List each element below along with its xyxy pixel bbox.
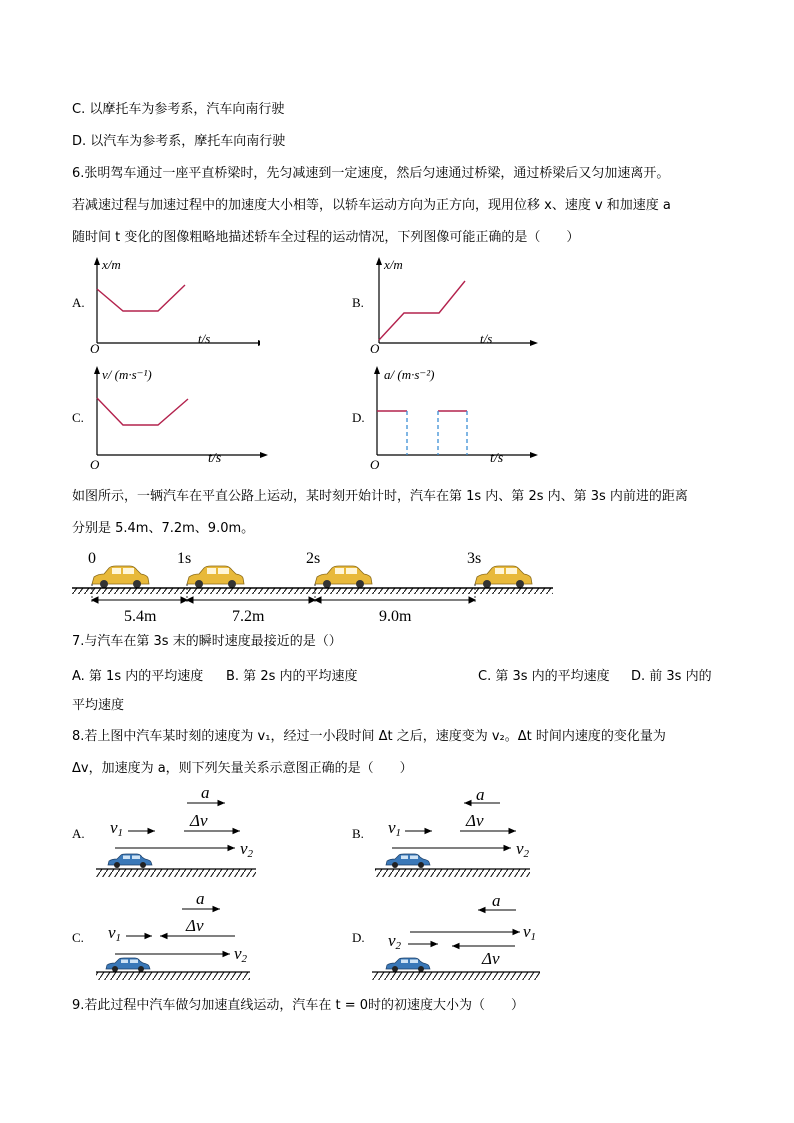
dist-3: 9.0m (379, 608, 412, 625)
q7-option-d: D. 前 3s 内的 (631, 669, 712, 684)
q8d-dv-label: Δv (482, 949, 500, 968)
q8b-dv-label: Δv (466, 811, 484, 830)
q8d-a-label: a (492, 891, 501, 910)
q8c-a-label: a (196, 889, 205, 908)
time-3s: 3s (467, 550, 482, 567)
graph-d-xlabel: t/s (490, 451, 504, 466)
graph-b-label: B. (352, 295, 364, 310)
dist-2: 7.2m (232, 608, 265, 625)
q9-stem: 9.若此过程中汽车做匀加速直线运动，汽车在 t = 0时的初速度大小为（ ） (72, 998, 525, 1013)
q5-option-d: D. 以汽车为参考系，摩托车向南行驶 (72, 134, 286, 149)
q8c-car (106, 958, 150, 972)
graph-c-xlabel: t/s (208, 451, 222, 466)
q6-stem-line2: 若减速过程与加速过程中的加速度大小相等，以轿车运动方向为正方向，现用位移 x、速度 v 和加速度 a (72, 198, 671, 213)
graph-a-ylabel: x/m (102, 257, 121, 272)
car-1 (187, 566, 244, 588)
graph-d-label: D. (352, 410, 365, 425)
time-1s: 1s (177, 550, 192, 567)
car-3 (475, 566, 532, 588)
graph-c-origin: O (90, 457, 100, 472)
svg-text:v2: v2 (240, 839, 254, 860)
q7-option-d-cont: 平均速度 (72, 698, 125, 713)
svg-text:v2: v2 (234, 944, 248, 965)
q7-option-a: A. 第 1s 内的平均速度 (72, 669, 204, 684)
q7-option-c: C. 第 3s 内的平均速度 (478, 669, 610, 684)
car-0 (92, 566, 149, 588)
graph-a-xlabel: t/s (198, 331, 211, 346)
q8-diagram-c (70, 888, 270, 988)
graph-b-origin: O (370, 341, 380, 355)
svg-text:v1: v1 (523, 922, 537, 943)
q8-stem-line2: Δv，加速度为 a，则下列矢量关系示意图正确的是（ ） (72, 761, 413, 776)
q8c-label: C. (72, 930, 84, 945)
graph-c-curve (97, 398, 188, 425)
q8-stem-line1: 8.若上图中汽车某时刻的速度为 v₁，经过一小段时间 Δt 之后，速度变为 v₂。Δt 时间内速度的变化量为 (72, 729, 666, 744)
q6-graph-c (70, 362, 270, 472)
svg-text:v1: v1 (108, 923, 122, 944)
graph-b-curve (379, 281, 465, 340)
svg-text:v1: v1 (110, 818, 124, 839)
q8c-dv-label: Δv (186, 916, 204, 935)
q6-stem-line3: 随时间 t 变化的图像粗略地描述轿车全过程的运动情况，下列图像可能正确的是（ ） (72, 230, 580, 245)
q7-option-b: B. 第 2s 内的平均速度 (226, 669, 358, 684)
intro-line2: 分别是 5.4m、7.2m、9.0m。 (72, 521, 255, 536)
q6-stem-line1: 6.张明驾车通过一座平直桥梁时，先匀减速到一定速度，然后匀速通过桥梁，通过桥梁后又匀加速离开。 (72, 166, 670, 181)
svg-text:v2: v2 (516, 839, 530, 860)
car-2 (315, 566, 372, 588)
svg-text:v1: v1 (388, 818, 402, 839)
q7-stem: 7.与汽车在第 3s 末的瞬时速度最接近的是（） (72, 634, 342, 649)
q6-graph-a (70, 255, 260, 355)
graph-a-origin: O (90, 341, 100, 355)
q8a-dv-label: Δv (190, 811, 208, 830)
q6-graph-d (350, 362, 550, 472)
q5-option-c: C. 以摩托车为参考系，汽车向南行驶 (72, 102, 285, 117)
graph-d-ylabel: a/ (m·s⁻²) (384, 367, 435, 382)
q8a-label: A. (72, 826, 85, 841)
q8d-label: D. (352, 930, 365, 945)
q8-diagram-d (350, 888, 550, 988)
dist-1: 5.4m (124, 608, 157, 625)
time-0: 0 (88, 550, 96, 567)
q8a-car (108, 854, 152, 868)
graph-b-ylabel: x/m (384, 257, 403, 272)
svg-text:v2: v2 (388, 931, 402, 952)
q8-diagram-a (70, 782, 270, 882)
road-diagram (68, 544, 568, 626)
q8-diagram-b (350, 782, 550, 882)
q8b-a-label: a (476, 785, 485, 804)
q8b-car (386, 854, 430, 868)
graph-c-label: C. (72, 410, 84, 425)
q8a-a-label: a (201, 783, 210, 802)
graph-a-curve (97, 285, 185, 311)
road-hatch (72, 588, 553, 594)
q6-graph-b (350, 255, 540, 355)
graph-b-xlabel: t/s (480, 331, 493, 346)
graph-d-origin: O (370, 457, 380, 472)
q8b-label: B. (352, 826, 364, 841)
q8d-car (386, 958, 430, 972)
time-2s: 2s (306, 550, 321, 567)
graph-c-ylabel: v/ (m·s⁻¹) (102, 367, 152, 382)
intro-line1: 如图所示，一辆汽车在平直公路上运动，某时刻开始计时，汽车在第 1s 内、第 2s 内、第 3s 内前进的距离 (72, 489, 688, 504)
graph-a-label: A. (72, 295, 85, 310)
